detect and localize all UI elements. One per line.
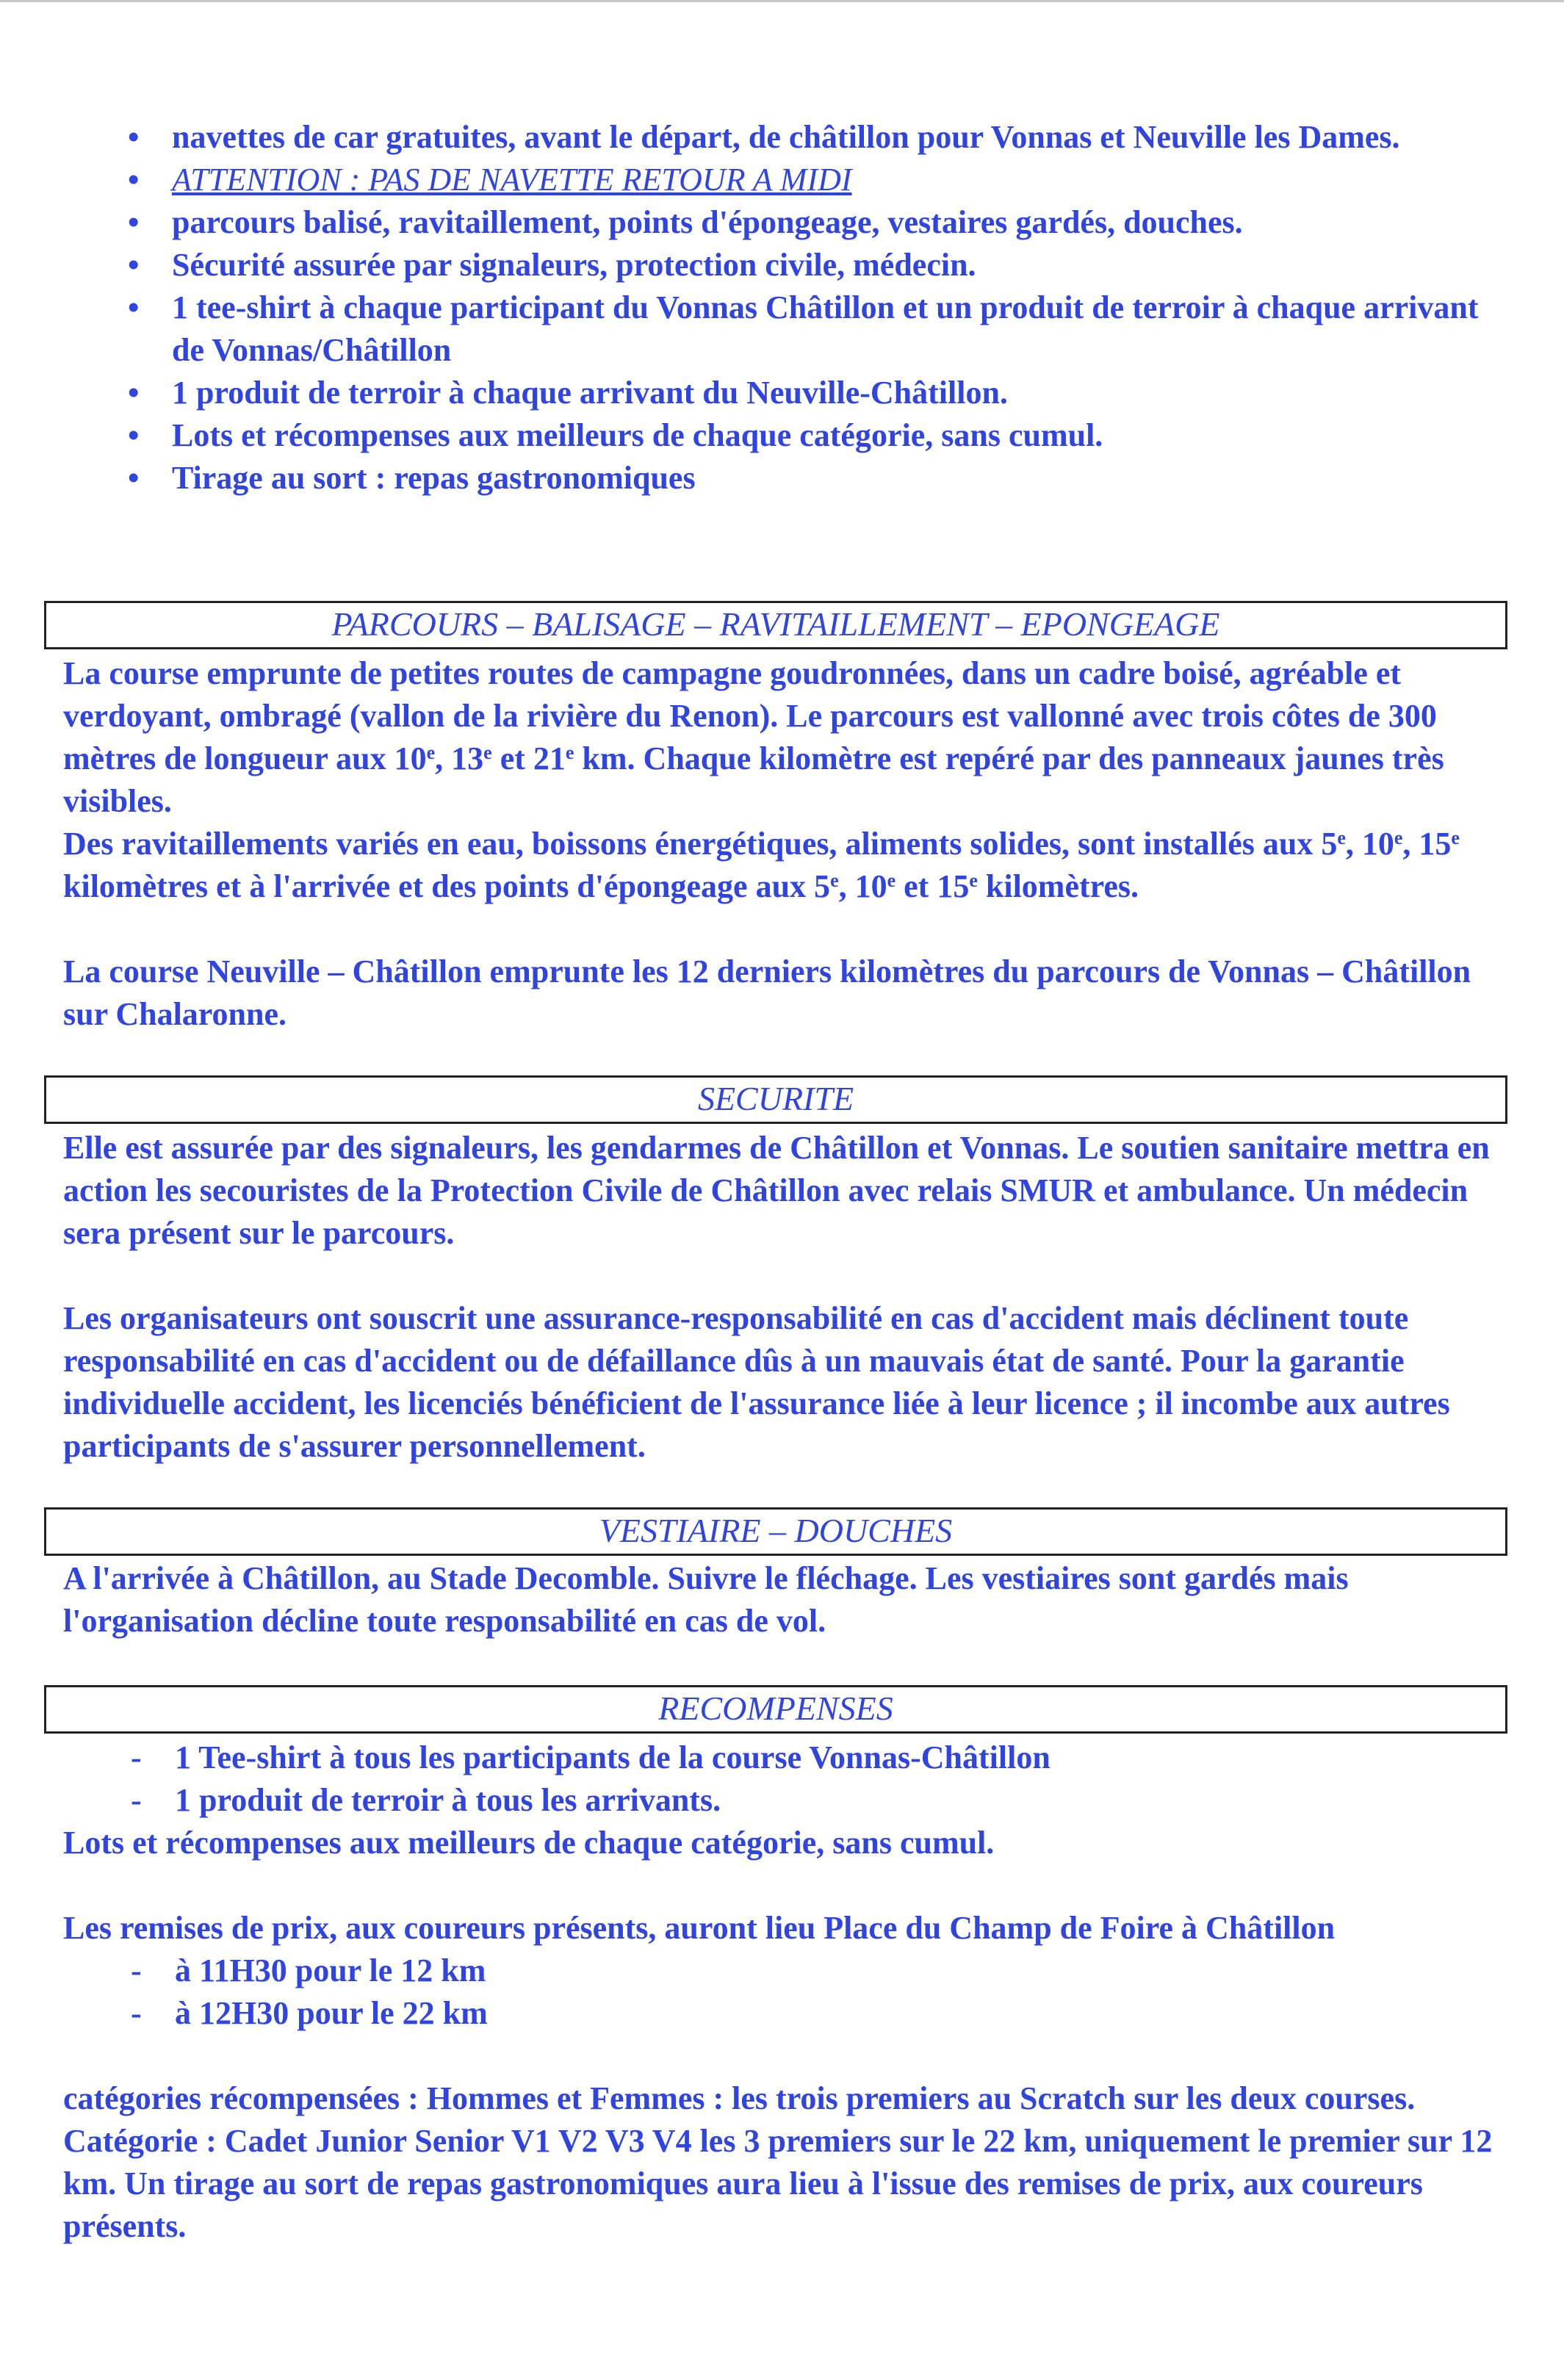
ordinal-sup: e xyxy=(1394,827,1403,848)
paragraph: Les remises de prix, aux coureurs présents, auront lieu Place du Champ de Foire à Châtillon xyxy=(63,1910,1336,1946)
list-item: - à 11H30 pour le 12 km xyxy=(63,1950,1503,1992)
section-heading-recompenses xyxy=(44,1685,1507,1734)
ordinal-sup: e xyxy=(887,870,896,891)
list-item: - à 12H30 pour le 22 km xyxy=(63,1992,1503,2035)
list-item: - 1 Tee-shirt à tous les participants de la course Vonnas-Châtillon xyxy=(63,1737,1503,1779)
section-heading-parcours xyxy=(44,601,1507,649)
list-item: • Lots et récompenses aux meilleurs de chaque catégorie, sans cumul. xyxy=(126,414,1507,457)
paragraph xyxy=(63,823,1503,908)
text-run: et 21 xyxy=(491,740,566,776)
warning-text: ATTENTION : PAS DE NAVETTE RETOUR A MIDI xyxy=(172,162,852,198)
heading-text: SECURITE xyxy=(697,1080,854,1117)
list-item: • Sécurité assurée par signaleurs, protection civile, médecin. xyxy=(126,244,1507,286)
list-item: • navettes de car gratuites, avant le départ, de châtillon pour Vonnas et Neuville les Dames. xyxy=(126,116,1507,159)
section-heading-securite xyxy=(44,1075,1507,1124)
section-body-parcours xyxy=(63,652,1503,1036)
paragraph: Les organisateurs ont souscrit une assurance-responsabilité en cas d'accident mais déclinent toute responsabilité en cas d'accident ou de défaillance dûs à un mauvais état de santé. Pour la garantie individuelle accident, les licenciés bénéficient de l'assurance liée à leur licence ; il incombe aux autres participants de s'assurer personnellement. xyxy=(63,1300,1450,1464)
heading-text: PARCOURS – BALISAGE – RAVITAILLEMENT – EPONGEAGE xyxy=(331,605,1220,643)
paragraph: Catégorie : Cadet Junior Senior V1 V2 V3 V4 les 3 premiers sur le 22 km, uniquement le premier sur 12 km. Un tirage au sort de repas gastronomiques aura lieu à l'issue des remises de prix, aux coureurs présents. xyxy=(63,2123,1493,2244)
paragraph xyxy=(63,652,1503,823)
ordinal-sup: e xyxy=(483,742,492,763)
ordinal-sup: e xyxy=(830,870,839,891)
text-run: Des ravitaillements variés en eau, boissons énergétiques, aliments solides, sont installés aux 5 xyxy=(63,826,1338,862)
text-run: La course emprunte de petites routes de campagne goudronnées, dans un cadre boisé, agréable et verdoyant, ombragé (vallon de la rivière du Renon). Le parcours est vallonné avec trois côtes de 300 mètres de longueur aux 10 xyxy=(63,655,1437,776)
section-body-securite xyxy=(63,1127,1503,1468)
ordinal-sup: e xyxy=(426,742,436,763)
text-run: , 15 xyxy=(1402,826,1452,862)
ordinal-sup: e xyxy=(565,742,574,763)
list-item: - 1 produit de terroir à tous les arrivants. xyxy=(63,1779,1503,1822)
list-item: • 1 tee-shirt à chaque participant du Vonnas Châtillon et un produit de terroir à chaque arrivant de Vonnas/Châtillon xyxy=(126,286,1507,372)
paragraph: catégories récompensées : Hommes et Femmes : les trois premiers au Scratch sur les deux courses. xyxy=(63,2080,1416,2116)
paragraph: Lots et récompenses aux meilleurs de chaque catégorie, sans cumul. xyxy=(63,1825,995,1861)
paragraph: A l'arrivée à Châtillon, au Stade Decomble. Suivre le fléchage. Les vestiaires sont gardés mais l'organisation décline toute responsabilité en cas de vol. xyxy=(63,1560,1349,1639)
rewards-list xyxy=(63,1737,1503,1822)
schedule-list xyxy=(63,1950,1503,2035)
text-run: kilomètres. xyxy=(977,868,1139,904)
heading-text: VESTIAIRE – DOUCHES xyxy=(599,1512,953,1549)
list-item: • 1 produit de terroir à chaque arrivant du Neuville-Châtillon. xyxy=(126,372,1507,414)
text-run: , 10 xyxy=(1345,826,1394,862)
paragraph: La course Neuville – Châtillon emprunte les 12 derniers kilomètres du parcours de Vonnas – Châtillon sur Chalaronne. xyxy=(63,953,1471,1032)
warning-item xyxy=(126,159,1507,201)
section-body-recompenses xyxy=(63,1737,1503,2248)
list-item: • parcours balisé, ravitaillement, points d'épongeage, vestaires gardés, douches. xyxy=(126,201,1507,244)
section-heading-vestiaire xyxy=(44,1507,1507,1556)
scan-edge-line xyxy=(0,0,1564,2)
text-run: et 15 xyxy=(895,868,970,904)
ordinal-sup: e xyxy=(1337,827,1346,848)
text-run: , 13 xyxy=(435,740,484,776)
text-run: km. Chaque kilomètre est repéré par des panneaux jaunes très visibles. xyxy=(63,740,1444,819)
ordinal-sup: e xyxy=(969,870,978,891)
ordinal-sup: e xyxy=(1451,827,1460,848)
text-run: kilomètres et à l'arrivée et des points d'épongeage aux 5 xyxy=(63,868,831,904)
paragraph: Elle est assurée par des signaleurs, les gendarmes de Châtillon et Vonnas. Le soutien sanitaire mettra en action les secouristes de la Protection Civile de Châtillon avec relais SMUR et ambulance. Un médecin sera présent sur le parcours. xyxy=(63,1130,1490,1251)
heading-text: RECOMPENSES xyxy=(658,1690,893,1727)
text-run: , 10 xyxy=(838,868,887,904)
intro-list xyxy=(126,116,1507,500)
section-body-vestiaire xyxy=(63,1557,1503,1642)
list-item: • Tirage au sort : repas gastronomiques xyxy=(126,457,1507,500)
